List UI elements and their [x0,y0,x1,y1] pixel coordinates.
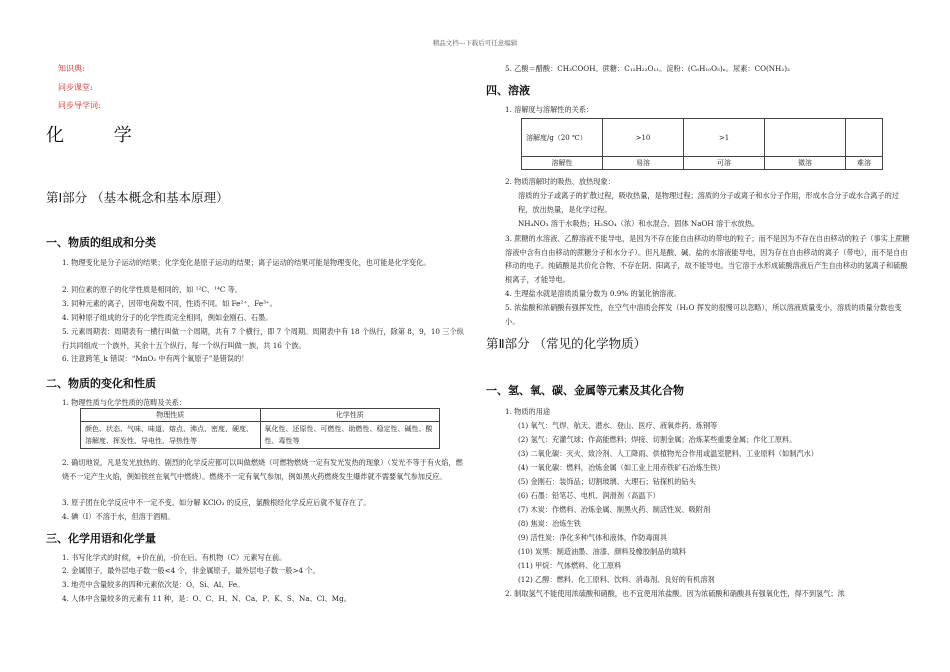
use-item: (5) 金刚石：装饰品；切割玻璃、大理石；钻探机的钻头 [518,477,696,486]
table-cell-physical: 颜色、状态、气味、味道、熔点、沸点、密度、硬度、溶解度、挥发性、导电性、导热性等 [81,422,261,449]
sec2-title: 二、物质的变化和性质 [46,377,156,390]
sec4-item-2-examples: NH₄NO₃ 溶于水吸热；H₂SO₄（浓）和水混合、固体 NaOH 溶于水放热。 [518,219,760,228]
sol-row1-cell [765,119,846,157]
sec2-item-2: 2. 确切地说，凡是发光放热的、剧烈的化学反应都可以叫做燃烧（可燃物燃烧一定有发光发热的现象）（发光不等于有火焰，燃烧不一定产生火焰，例如铁丝在氧气中燃烧）。燃烧不一定有氧气参加，例如黑火药燃烧发生爆炸就不需要氧气参加反应。 [62,458,463,481]
sec3-item-4: 4. 人体中含量较多的元素有 11 种，是：O、C、H、N、Ca、P、K、S、Na、Cl、Mg。 [62,594,351,603]
sec2-item-4: 4. 碘（I）不溶于水，但溶于酒精。 [62,512,175,521]
use-item: (9) 活性炭：净化多种气体和液体，作防毒面具 [518,533,668,542]
sec1-item-1: 1. 物理变化是分子运动的结果；化学变化是原子运动的结果；离子运动的结果可能是物理变化，也可能是化学变化。 [62,258,431,267]
use-item: (12) 乙醇：燃料、化工原料、饮料、消毒剂、良好的有机溶剂 [518,575,715,584]
property-table [80,408,440,449]
sol-row1-cell: >10 [603,119,684,157]
use-item: (3) 二氧化碳：灭火、致冷剂、人工降雨、供植物光合作用或温室肥料、工业原料（如制汽水） [518,449,818,458]
sec2-intro: 1. 物理性质与化学性质的范畴及关系： [62,398,187,407]
sol-row1-cell [846,119,883,157]
sec3-item-3: 3. 地壳中含量较多的四种元素依次是：O、Si、Al、Fe。 [62,580,245,589]
sec5-item-2: 2. 制取氢气不能使用浓硫酸和硝酸，也不宜使用浓盐酸。因为浓硫酸和硝酸具有强氧化性，得不到氢气；浓 [505,589,845,598]
sol-row1-label: 溶解度/g（20 ℃） [522,119,603,157]
sec5-intro: 1. 物质的用途 [505,407,551,416]
use-item: (2) 氢气：充灌气球；作高能燃料；焊接、切割金属；冶炼某些重要金属；作化工原料。 [518,435,797,444]
use-item: (7) 木炭：作燃料、冶炼金属、制黑火药、制活性炭、吸附剂 [518,505,711,514]
solubility-table [521,118,883,170]
sol-row1-cell: >1 [684,119,765,157]
sol-row2-cell: 微溶 [765,157,846,170]
sec1-title: 一、物质的组成和分类 [46,236,156,249]
use-item: (11) 甲烷：气体燃料、化工原料 [518,561,622,570]
sec4-item-2-detail: 溶质的分子或离子的扩散过程，吸收热量，是物理过程；溶质的分子或离子和水分子作用，形成水合分子或水合离子的过程，放出热量，是化学过程。 [518,191,899,214]
sec2-item-3: 3. 原子团在化学反应中不一定不变。如分解 KClO₃ 的反应，氯酸根经化学反应后就不复存在了。 [62,498,371,507]
use-item: (8) 焦炭：冶炼生铁 [518,519,581,528]
sec1-item-4: 4. 同种原子组成的分子的化学性质完全相同，例如金刚石、石墨。 [62,313,273,322]
sec3-item-1: 1. 书写化学式的时候，+价在前，-价在后。有机物（C）元素写在前。 [62,553,287,562]
table-header-chemical: 化学性质 [260,409,440,422]
link-sync-class[interactable]: 同步课堂: [58,83,93,92]
sol-row2-cell: 难溶 [846,157,883,170]
table-cell-chemical: 氧化性、还原性、可燃性、助燃性、稳定性、碱性、酸性、毒性等 [260,422,440,449]
main-title: 化 学 [46,125,154,146]
part1-title: 第Ⅰ部分 （基本概念和基本原理） [46,190,229,205]
sec4-item-5: 5. 浓盐酸和浓硝酸有强挥发性，在空气中溶质会挥发（H₂O 挥发的很慢可以忽略），所以溶液质量变小，溶质的质量分数也变小。 [505,303,902,326]
sec1-item-5: 5. 元素周期表：周期表有一横行叫做一个周期，共有 7 个横行，即 7 个周期。周期表中有 18 个纵行，除第 8，9，10 三个纵行共同组成一个族外，其余十五个纵行，每一个纵行叫做一族，共 16 个族。 [62,327,464,350]
link-knowledge[interactable]: 知识典: [58,64,85,73]
use-item: (4) 一氧化碳：燃料，冶炼金属（如工业上用赤铁矿石冶炼生铁） [518,463,725,472]
sec5-title: 一、氢、氧、碳、金属等元素及其化合物 [486,384,684,397]
sec4-intro: 1. 溶解度与溶解性的关系： [505,105,594,114]
sec4-item-3: 3. 蔗糖的水溶液、乙醇溶液不能导电，是因为不存在能自由移动的带电的粒子；而不是因为不存在自由移动的粒子（事实上蔗糖溶液中含有自由移动的蔗糖分子和水分子）。但凡是酸、碱、盐的水溶液能导电，因为存在自由移动的离子（带电），而不是自由移动的电子。纯硫酸是共价化合物，不存在阴、阳离子，故不能导电。当它溶于水形成硫酸溶液后产生自由移动的氢离子和硫酸根离子，才能导电。 [505,234,910,284]
sec4-title: 四、溶液 [486,84,530,97]
use-item: (10) 炭黑：制造油墨、油漆、颜料及橡胶制品的填料 [518,547,686,556]
sec3-title: 三、化学用语和化学量 [46,532,156,545]
use-item: (1) 氧气：气焊、航天、潜水、登山、医疗、液氧炸药、炼钢等 [518,421,718,430]
sol-row2-cell: 可溶 [684,157,765,170]
sec4-item-4: 4. 生理盐水就是溶质质量分数为 0.9% 的氯化钠溶液。 [505,289,681,298]
page-header: 精品文档---下载后可任意编辑 [432,39,518,47]
use-item: (6) 石墨：铅笔芯、电机、润滑剂（高温下） [518,491,660,500]
link-sync-guide[interactable]: 同步导学词: [58,101,101,110]
sol-row2-cell: 易溶 [603,157,684,170]
table-header-physical: 物理性质 [81,409,261,422]
sec1-item-3: 3. 同种元素的离子，因带电荷数不同，性质不同。如 Fe²⁺、Fe³⁺。 [62,299,277,308]
sec1-item-6: 6. 注意跨笔_k 错误：“MnO₂ 中有两个氧原子”是错误的！ [62,354,249,363]
sec3-item-2: 2. 金属原子，最外层电子数一般<4 个，非金属原子，最外层电子数一般>4 个。 [62,566,320,575]
sec4-item-2: 2. 物质溶解时的吸热、放热现象： [505,177,615,186]
part2-title: 第Ⅱ部分 （常见的化学物质） [486,336,647,351]
sec1-item-2: 2. 同位素的原子的化学性质是相同的，如 ¹²C、¹⁴C 等。 [62,285,242,294]
sol-row2-label: 溶解性 [522,157,603,170]
right-top-item: 5. 乙酸＝醋酸：CH₃COOH。蔗糖：C₁₂H₂₂O₁₁。淀粉：(C₆H₁₀O₅)ₙ。尿素：CO(NH₂)₂ [505,64,790,73]
